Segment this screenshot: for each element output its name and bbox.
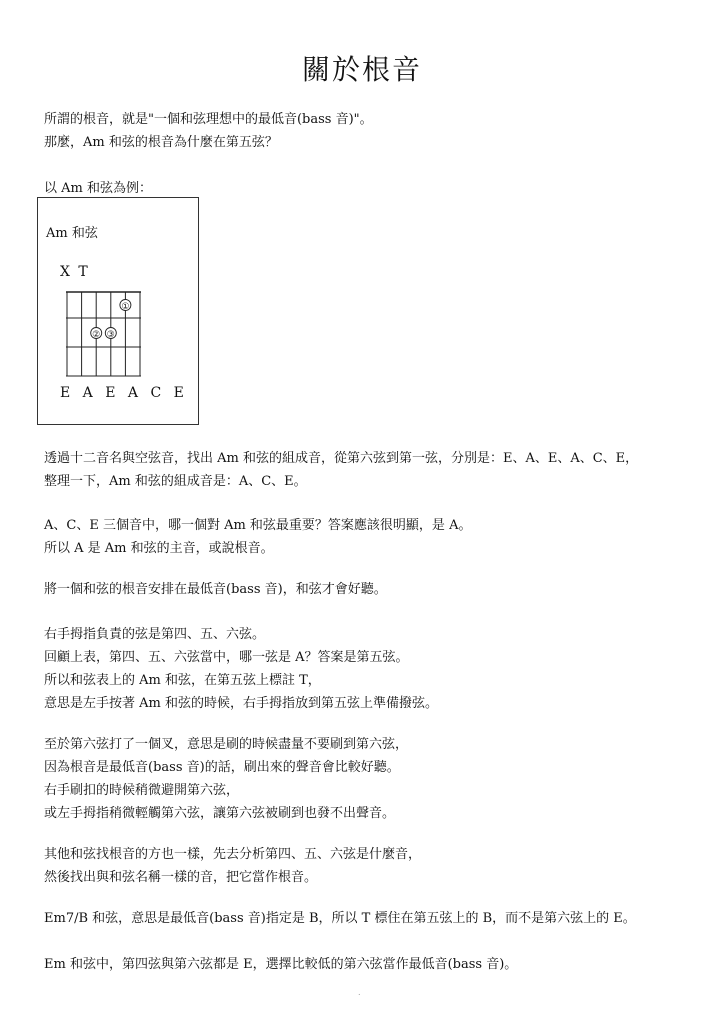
text-line: 回顧上表，第四、五、六弦當中，哪一弦是 A？答案是第五弦。: [44, 650, 409, 665]
text-line: 或左手拇指稍微輕觸第六弦，讓第六弦被刷到也發不出聲音。: [44, 806, 396, 821]
paragraph-1: [44, 447, 638, 493]
text-line: 右手刷扣的時候稍微避開第六弦，: [44, 783, 240, 798]
text-line: 整理一下，Am 和弦的組成音是：A、C、E。: [44, 474, 307, 489]
chord-fretboard: [66, 290, 146, 382]
paragraph-6: [44, 843, 421, 889]
paragraph-7: [44, 907, 636, 930]
intro-line: [44, 154, 373, 177]
text-line: 因為根音是最低音(bass 音)的話，刷出來的聲音會比較好聽。: [44, 760, 400, 775]
chord-name: Am 和弦: [46, 226, 98, 241]
text-line: 將一個和弦的根音安排在最低音(bass 音)，和弦才會好聽。: [44, 582, 387, 597]
text-line: 所以和弦表上的 Am 和弦，在第五弦上標註 T，: [44, 673, 321, 688]
text-line: Em7/B 和弦，意思是最低音(bass 音)指定是 B，所以 T 標住在第五弦上的 B，而不是第六弦上的 E。: [44, 911, 636, 926]
page-marker: .: [358, 988, 361, 997]
finger-number: ③: [106, 330, 115, 340]
text-line: 然後找出與和弦名稱一樣的音，把它當作根音。: [44, 870, 318, 885]
text-line: 其他和弦找根音的方也一樣，先去分析第四、五、六弦是什麼音，: [44, 847, 422, 862]
string-names: E A E A C E: [60, 385, 188, 401]
string-markers: X T: [60, 264, 90, 280]
text-line: 右手拇指負責的弦是第四、五、六弦。: [44, 627, 266, 642]
intro-text: [44, 108, 373, 200]
intro-line: 以 Am 和弦為例：: [44, 181, 152, 196]
paragraph-5: [44, 733, 408, 825]
intro-line: 那麼，Am 和弦的根音為什麼在第五弦？: [44, 135, 278, 150]
text-line: 透過十二音名與空弦音，找出 Am 和弦的組成音，從第六弦到第一弦，分別是：E、A、E、A、C、E，: [44, 451, 639, 466]
paragraph-2: [44, 514, 471, 560]
page-title: 關於根音: [301, 53, 422, 86]
text-line: Em 和弦中，第四弦與第六弦都是 E，選擇比較低的第六弦當作最低音(bass 音)。: [44, 957, 518, 972]
text-line: 至於第六弦打了一個叉，意思是刷的時候盡量不要刷到第六弦，: [44, 737, 409, 752]
text-line: 意思是左手按著 Am 和弦的時候，右手拇指放到第五弦上準備撥弦。: [44, 696, 438, 711]
finger-number: ②: [92, 330, 101, 340]
text-line: A、C、E 三個音中，哪一個對 Am 和弦最重要？答案應該很明顯，是 A。: [44, 518, 472, 533]
chord-diagram-box: [37, 197, 199, 425]
paragraph-3: [44, 578, 387, 601]
paragraph-4: [44, 623, 438, 715]
paragraph-8: [44, 953, 517, 976]
finger-number: ①: [121, 302, 130, 312]
intro-line: 所謂的根音，就是"一個和弦理想中的最低音(bass 音)"。: [44, 112, 373, 127]
text-line: 所以 A 是 Am 和弦的主音，或說根音。: [44, 541, 274, 556]
